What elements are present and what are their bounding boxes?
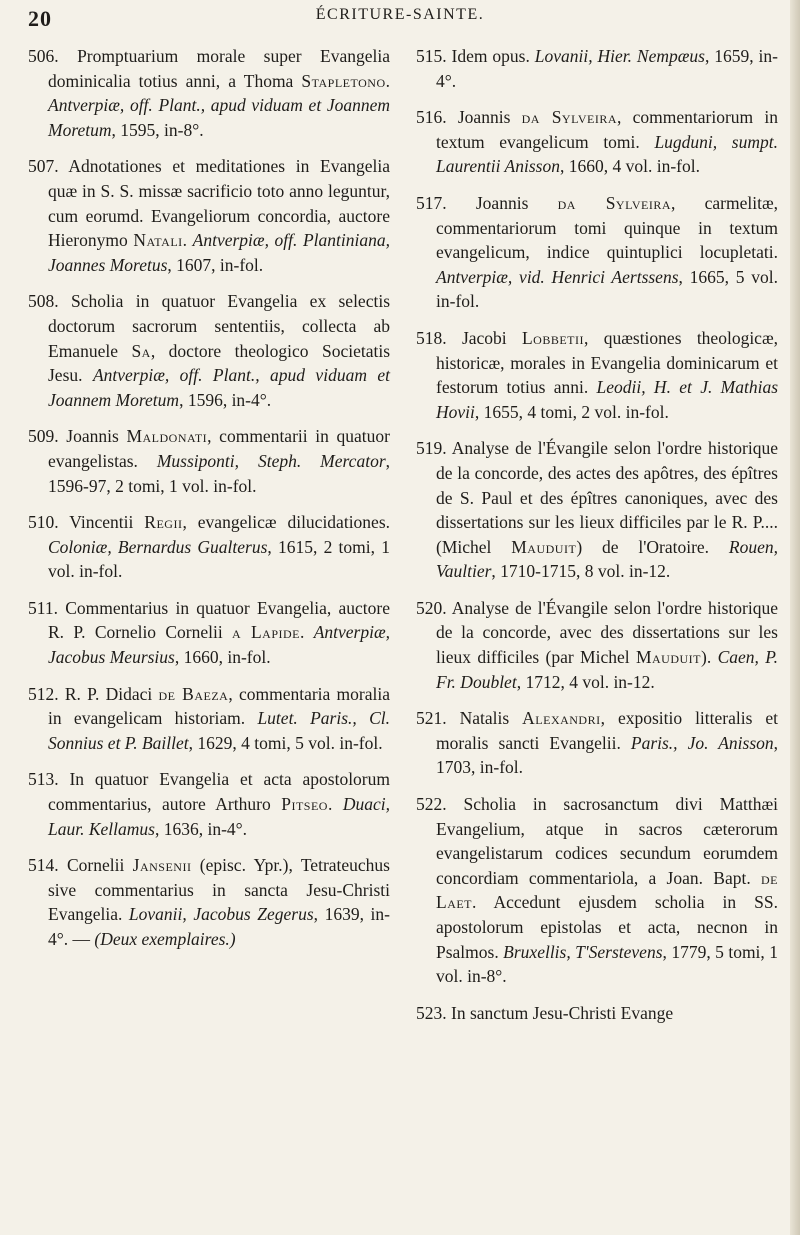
catalog-entry <box>416 792 778 989</box>
entry-text: ) de l'Oratoire. <box>576 536 729 557</box>
entry-number: 506. <box>28 46 59 66</box>
entry-number: 516. <box>416 107 447 128</box>
entry-text: , 1615, 2 tomi, 1 vol. in-fol. <box>48 536 390 582</box>
entry-text: . <box>182 230 193 251</box>
catalog-entry <box>28 510 390 584</box>
entry-number: 523. <box>416 1002 447 1023</box>
imprint-text: Lugduni, sumpt. Laurentii Anisson <box>436 131 778 177</box>
imprint-text: Paris., Jo. Anisson <box>630 732 774 753</box>
catalog-entry <box>416 326 778 424</box>
author-name: da Sylveira <box>521 107 617 128</box>
imprint-text: Antverpiæ, off. Plantiniana, Joannes Moretus <box>48 230 391 275</box>
entry-text: In sanctum Jesu-Christi Evange <box>451 1002 674 1023</box>
entry-text: , 1596, in-4°. <box>179 389 272 410</box>
entry-text: Commentarius in quatuor Evangelia, auctore R. P. Cornelio Cornelii <box>48 597 390 643</box>
entry-text: R. P. Didaci <box>64 683 159 704</box>
entry-text: In quatuor Evangelia et acta apostolorum commentarius, autore Arthuro <box>48 769 391 815</box>
author-name: Natali <box>133 230 183 251</box>
author-name: a Lapide <box>232 622 301 643</box>
entry-text: . <box>327 794 343 815</box>
imprint-text: (Deux exemplaires.) <box>94 929 236 949</box>
imprint-text: Bruxellis, T'Serstevens <box>503 941 663 962</box>
catalog-entry <box>416 436 778 584</box>
entry-number: 520. <box>416 597 447 618</box>
author-name: Mauduit <box>635 647 702 668</box>
entry-text: Scholia in quatuor Evangelia ex selectis doctorum sacrorum sententiis, collecta ab Emanuele <box>48 291 391 361</box>
catalog-entry <box>28 44 390 142</box>
entry-number: 508. <box>28 291 59 312</box>
catalog-entry <box>416 706 778 780</box>
entry-number: 512. <box>28 683 59 704</box>
catalog-entry <box>28 767 390 841</box>
entry-text: , 1665, 5 vol. in-fol. <box>436 266 778 312</box>
entry-text: ). <box>701 647 718 668</box>
entry-number: 518. <box>416 327 447 348</box>
catalog-entry <box>28 424 390 498</box>
entry-text: , 1779, 5 tomi, 1 vol. in-8°. <box>436 941 778 987</box>
entry-text: (episc. Ypr.), Tetrateuchus sive commentarius in sancta Jesu-Christi Evangelia. <box>48 855 390 925</box>
author-name: Lobbetii <box>521 327 585 348</box>
imprint-text: Antverpiæ, Jacobus Meursius <box>48 622 391 668</box>
entry-text: , commentaria moralia in evangelicam historiam. <box>48 683 391 729</box>
entry-text: , evangelicæ dilucidationes. <box>182 512 391 533</box>
imprint-text: Antverpiæ, off. Plant., apud viduam et Joannem Moretum <box>48 95 390 140</box>
entry-number: 519. <box>416 438 447 459</box>
author-name: Regii <box>144 512 183 533</box>
entry-text: Jacobi <box>461 327 522 348</box>
running-head: ÉCRITURE-SAINTE. <box>315 6 485 23</box>
imprint-text: Lovanii, Jacobus Zegerus <box>128 904 314 925</box>
entry-text: , 1703, in-fol. <box>436 732 779 778</box>
author-name: da Sylveira <box>557 192 671 213</box>
imprint-text: Leodii, H. et J. Mathias Hovii <box>436 377 779 422</box>
entry-text: , 1712, 4 vol. in-12. <box>516 671 655 692</box>
entry-text: , doctore theologico Societatis Jesu. <box>48 340 391 386</box>
catalog-entry <box>416 1001 778 1026</box>
entry-number: 511. <box>28 597 58 618</box>
imprint-text: Lovanii, Hier. Nempæus <box>534 46 705 66</box>
entry-number: 509. <box>28 426 59 447</box>
entry-text: , 1636, in-4°. <box>154 818 248 839</box>
entry-text: , 1596-97, 2 tomi, 1 vol. in-fol. <box>48 450 390 496</box>
entry-number: 515. <box>416 46 447 66</box>
entry-text: , 1629, 4 tomi, 5 vol. in-fol. <box>188 732 383 753</box>
right-column <box>416 44 778 1037</box>
entry-number: 521. <box>416 708 447 729</box>
entry-text: Cornelii <box>66 855 133 876</box>
imprint-text: Antverpiæ, off. Plant., apud viduam et Joannem Moretum <box>48 365 390 410</box>
entry-text: Idem opus. <box>451 46 535 66</box>
entry-text: , expositio litteralis et moralis sancti Evangelii. <box>436 708 779 753</box>
catalog-entry <box>416 44 778 93</box>
entry-text: , 1655, 4 tomi, 2 vol. in-fol. <box>474 401 669 422</box>
imprint-text: Lutet. Paris., Cl. Sonnius et P. Baillet <box>48 708 391 753</box>
page-number: 20 <box>28 6 52 31</box>
author-name: Maldonati <box>126 426 208 447</box>
entry-text: Analyse de l'Évangile selon l'ordre historique de la concorde, avec des dissertations sur les lieux difficiles (par Michel <box>436 597 778 668</box>
entry-text: Promptuarium morale super Evangelia dominicalia totius anni, a Thoma <box>48 46 390 91</box>
entry-text: , quæstiones theologicæ, historicæ, morales in Evangelia dominicarum et festorum totius anni. <box>436 327 778 398</box>
author-name: Stapletono <box>301 70 386 91</box>
entry-text: , commentarii in quatuor evangelistas. <box>48 426 390 471</box>
entry-number: 514. <box>28 855 59 876</box>
entry-text: Analyse de l'Évangile selon l'ordre historique de la concorde, des actes des apôtres, des épîtres de S. Paul et des épîtres canoniques, avec des dissertations sur les lieux difficiles par le R. P.... (Michel <box>436 438 778 557</box>
entry-text: Vincentii <box>69 512 145 533</box>
entry-text: , commentariorum in textum evangelicum tomi. <box>436 107 778 152</box>
entry-text: Joannis <box>66 426 127 447</box>
entry-text: Joannis <box>457 107 522 128</box>
entry-text: Joannis <box>475 192 558 213</box>
page-edge <box>790 0 800 1235</box>
entry-text: Adnotationes et meditationes in Evangelia quæ in S. S. missæ sacrificio toto anno leguntur, cum eorumd. Evangeliorum concordia, auctore Hieronymo <box>48 156 390 251</box>
entry-text: , 1595, in-8°. <box>111 119 204 140</box>
entry-text: , 1710-1715, 8 vol. in-12. <box>491 561 671 582</box>
entry-text: , carmelitæ, commentariorum tomi quinque in textum evangelicum, indice quintuplici locupletati. <box>436 192 778 263</box>
catalog-entry <box>28 596 390 670</box>
entry-text: Natalis <box>459 708 523 729</box>
imprint-text: Duaci, Laur. Kellamus <box>48 794 390 839</box>
imprint-text: Coloniæ, Bernardus Gualterus <box>48 536 268 557</box>
entry-text: . <box>385 70 390 91</box>
author-name: Sa <box>131 340 151 361</box>
entry-number: 510. <box>28 512 59 533</box>
entry-text: . <box>300 622 314 643</box>
author-name: Pitseo <box>281 794 328 815</box>
entry-number: 517. <box>416 192 447 213</box>
catalog-entry <box>28 682 390 756</box>
author-name: Jansenii <box>132 855 192 876</box>
entry-text: , 1639, in-4°. — <box>48 904 390 949</box>
left-column <box>28 44 390 964</box>
catalog-entry <box>416 191 778 314</box>
entry-number: 507. <box>28 156 59 177</box>
author-name: Mauduit <box>511 536 577 557</box>
entry-text: , 1660, in-fol. <box>174 647 271 668</box>
author-name: de Laet <box>436 867 778 913</box>
entry-text: Scholia in sacrosanctum divi Matthæi Evangelium, atque in sacros cæterorum evangelistarum codices secundum eorumdem concordiam commentariola, a Joan. Bapt. <box>436 794 779 888</box>
entry-number: 513. <box>28 769 59 790</box>
catalog-entry <box>28 154 390 277</box>
entry-number: 522. <box>416 794 447 815</box>
catalog-entry <box>416 596 778 694</box>
author-name: de Baeza <box>158 683 229 704</box>
entry-text: . Accedunt ejusdem scholia in SS. apostolorum epistolas et acta, necnon in Psalmos. <box>436 892 778 962</box>
catalog-entry <box>416 105 778 179</box>
author-name: Alexandri <box>522 708 601 729</box>
catalog-entry <box>28 289 390 412</box>
imprint-text: Antverpiæ, vid. Henrici Aertssens <box>436 266 679 287</box>
imprint-text: Caen, P. Fr. Doublet <box>436 647 779 692</box>
entry-text: , 1607, in-fol. <box>167 254 264 275</box>
catalog-entry <box>28 853 390 951</box>
imprint-text: Rouen, Vaultier <box>436 536 778 582</box>
imprint-text: Mussiponti, Steph. Mercator <box>156 450 386 471</box>
entry-text: , 1659, in-4°. <box>436 46 778 91</box>
entry-text: , 1660, 4 vol. in-fol. <box>559 156 700 177</box>
